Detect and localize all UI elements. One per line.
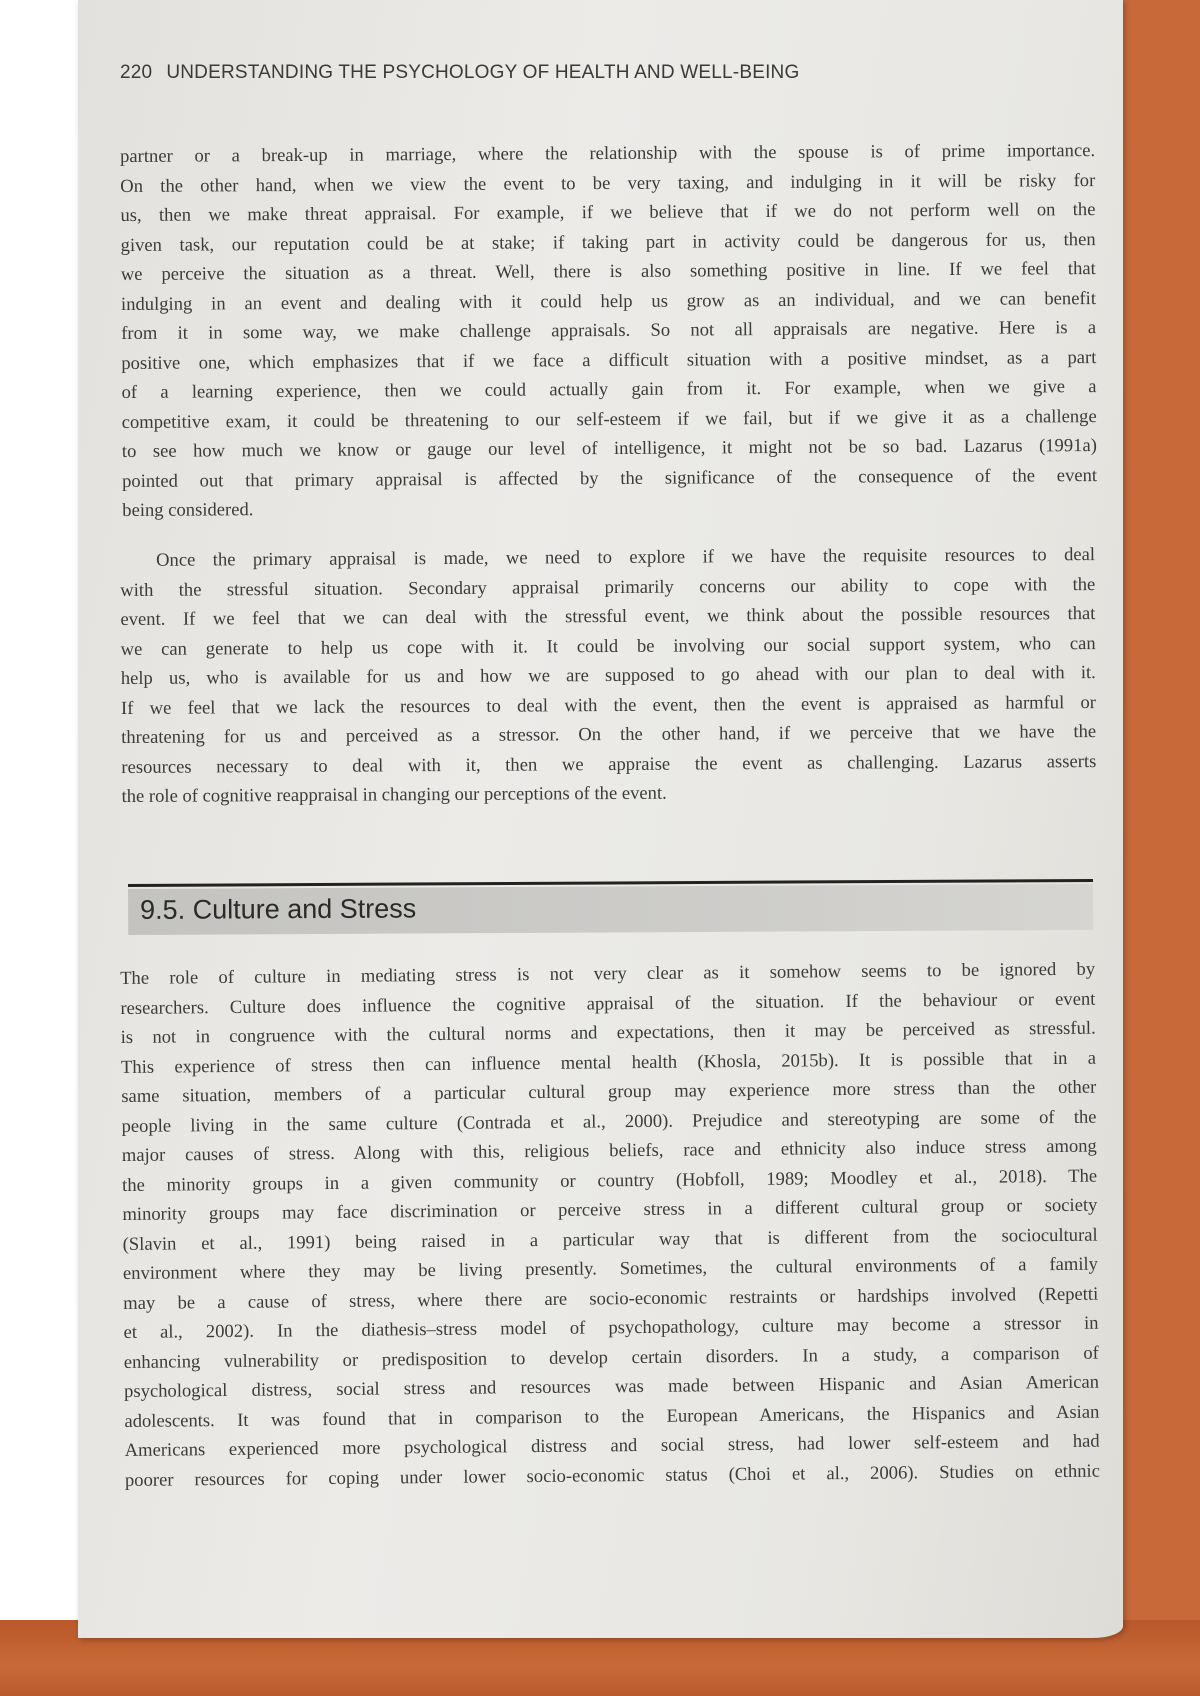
- text-line: psychological distress, social stress and resources was made between Hispanic and Asian American: [124, 1371, 1100, 1402]
- running-head: [120, 62, 1020, 96]
- text-line: adolescents. It was found that in comparison to the European Americans, the Hispanics and Asian: [124, 1401, 1100, 1432]
- text-line: major causes of stress. Along with this, religious beliefs, race and ethnicity also induce stress among: [121, 1135, 1097, 1166]
- text-line: poorer resources for coping under lower socio-economic status (Choi et al., 2006). Studies on ethnic: [124, 1460, 1101, 1491]
- background-left: [0, 0, 78, 1696]
- text-line: researchers. Culture does influence the cognitive appraisal of the situation. If the behaviour or event: [120, 988, 1096, 1019]
- running-head-title: UNDERSTANDING THE PSYCHOLOGY OF HEALTH AND WELL-BEING: [166, 62, 800, 83]
- text-line: Once the primary appraisal is made, we need to explore if we have the requisite resources to deal: [156, 544, 1096, 571]
- text-line: pointed out that primary appraisal is affected by the significance of the consequence of the event: [122, 464, 1098, 492]
- section-heading-bar: [128, 884, 1093, 935]
- text-line: (Slavin et al., 1991) being raised in a particular way that is different from the sociocultural: [122, 1224, 1098, 1255]
- text-line: with the stressful situation. Secondary appraisal primarily concerns our ability to cope with the: [120, 573, 1096, 601]
- text-line: may be a cause of stress, where there are socio-economic restraints or hardships involved (Repetti: [123, 1283, 1099, 1314]
- paragraph-primary-appraisal: [120, 136, 1097, 525]
- text-line: partner or a break-up in marriage, where the relationship with the spouse is of prime importance.: [120, 140, 1096, 167]
- text-line: us, then we make threat appraisal. For example, if we believe that if we do not perform well on the: [120, 199, 1096, 226]
- text-line: Americans experienced more psychological distress and social stress, had lower self-esteem and had: [124, 1430, 1100, 1461]
- text-line: threatening for us and perceived as a stressor. On the other hand, if we perceive that we have the: [121, 721, 1097, 748]
- text-line: help us, who is available for us and how we are supposed to go ahead with our plan to deal with it.: [120, 662, 1096, 689]
- text-line: This experience of stress then can influence mental health (Khosla, 2015b). It is possible that in a: [120, 1047, 1097, 1078]
- text-line: to see how much we know or gauge our level of intelligence, it might not be so bad. Lazarus (1991a): [121, 435, 1097, 462]
- text-line: indulging in an event and dealing with it could help us grow as an individual, and we can benefit: [120, 287, 1097, 315]
- text-line: the minority groups in a given community or country (Hobfoll, 1989; Moodley et al., 2018). The: [122, 1165, 1098, 1196]
- text-line: is not in congruence with the cultural norms and expectations, then it may be perceived as stressful.: [120, 1017, 1096, 1048]
- paragraph-secondary-appraisal: [120, 540, 1097, 811]
- text-line: being considered.: [122, 499, 254, 521]
- page-number: 220: [120, 62, 153, 83]
- text-line: et al., 2002). In the diathesis–stress model of psychopathology, culture may become a stressor in: [123, 1312, 1099, 1343]
- text-line: environment where they may be living presently. Sometimes, the cultural environments of a family: [122, 1253, 1099, 1284]
- text-line: competitive exam, it could be threatening to our self-esteem if we fail, but if we give it as a challenge: [121, 405, 1097, 433]
- text-line: On the other hand, when we view the event to be very taxing, and indulging in it will be risky for: [120, 169, 1096, 197]
- text-line: we perceive the situation as a threat. Well, there is also something positive in line. If we feel that: [120, 258, 1096, 285]
- text-line: event. If we feel that we can deal with the stressful event, we think about the possible resources that: [120, 603, 1096, 630]
- text-line: given task, our reputation could be at stake; if taking part in activity could be dangerous for us, then: [120, 228, 1096, 256]
- text-line: of a learning experience, then we could actually gain from it. For example, when we give a: [121, 376, 1097, 403]
- section-heading: 9.5. Culture and Stress: [140, 893, 417, 925]
- text-line: If we feel that we lack the resources to deal with the event, then the event is appraised as harmful or: [120, 691, 1097, 719]
- text-line: minority groups may face discrimination or perceive stress in a different cultural group or society: [122, 1194, 1098, 1225]
- text-line: enhancing vulnerability or predisposition to develop certain disorders. In a study, a comparison of: [123, 1342, 1099, 1373]
- paragraph-culture-and-stress: [120, 955, 1100, 1495]
- text-line: positive one, which emphasizes that if we face a difficult situation with a positive mindset, as a part: [121, 346, 1097, 374]
- text-line: we can generate to help us cope with it. It could be involving our social support system, who can: [120, 632, 1096, 660]
- text-line: resources necessary to deal with it, then we appraise the event as challenging. Lazarus asserts: [121, 750, 1097, 778]
- text-line: from it in some way, we make challenge appraisals. So not all appraisals are negative. Here is a: [121, 317, 1097, 344]
- text-line: The role of culture in mediating stress is not very clear as it somehow seems to be ignored by: [120, 958, 1096, 989]
- text-line: same situation, members of a particular cultural group may experience more stress than the other: [121, 1076, 1097, 1107]
- text-line: people living in the same culture (Contrada et al., 2000). Prejudice and stereotyping are some of the: [121, 1106, 1097, 1137]
- text-line: the role of cognitive reappraisal in changing our perceptions of the event.: [121, 782, 667, 807]
